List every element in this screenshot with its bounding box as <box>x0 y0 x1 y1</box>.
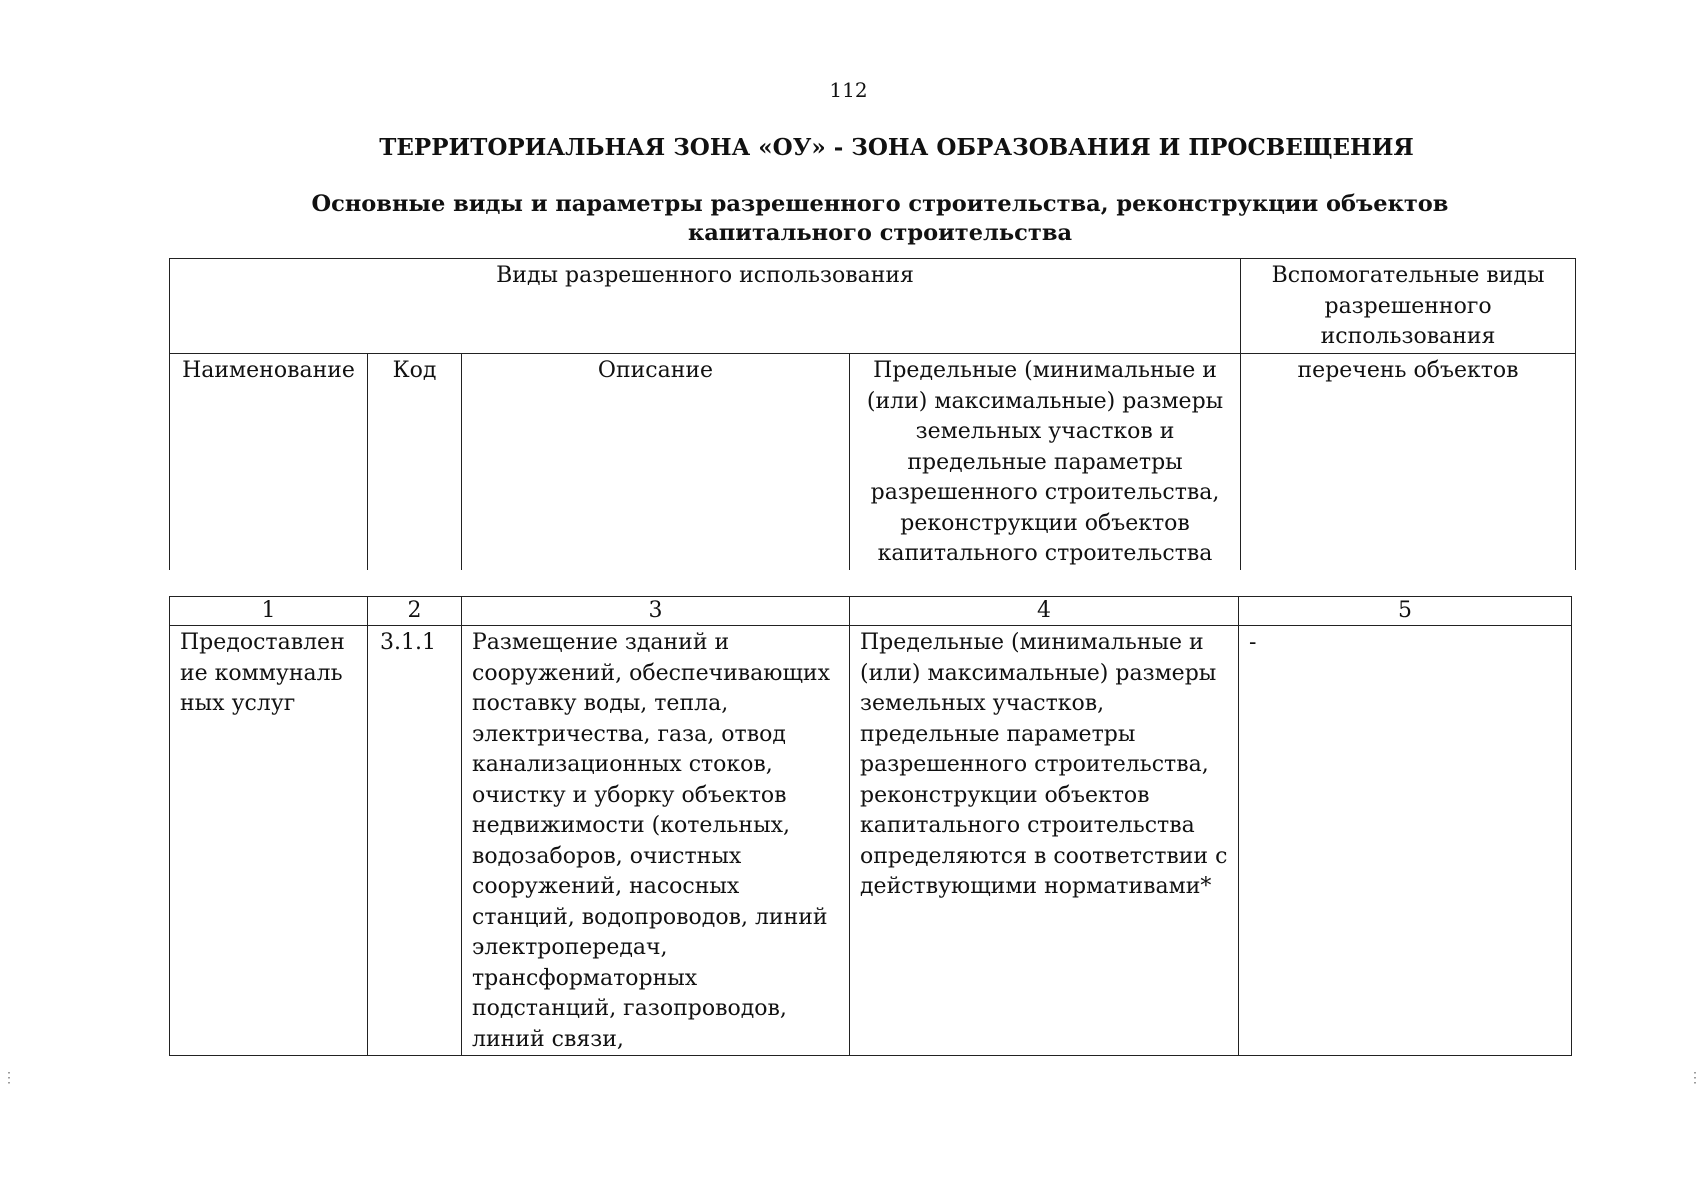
column-number: 2 <box>368 597 462 626</box>
column-number: 5 <box>1239 597 1572 626</box>
column-number: 3 <box>462 597 850 626</box>
cell-aux: - <box>1239 626 1572 1056</box>
zone-title: ТЕРРИТОРИАЛЬНАЯ ЗОНА «ОУ» - ЗОНА ОБРАЗОВАНИЯ И ПРОСВЕЩЕНИЯ <box>379 134 1414 161</box>
column-number: 4 <box>850 597 1239 626</box>
group-header: Виды разрешенного использования <box>170 259 1241 354</box>
cell-code: 3.1.1 <box>368 626 462 1056</box>
cell-name: Предоставление коммунальных услуг <box>170 626 368 1056</box>
cell-description: Размещение зданий и сооружений, обеспечивающих поставку воды, тепла, электричества, газа, отвод канализационных стоков, очистку и уборку объектов недвижимости (котельных, водозаборов, очистных сооружений, насосных станций, водопроводов, линий электропередач, трансформаторных подстанций, газопроводов, линий связи, <box>462 626 850 1056</box>
data-table <box>169 596 1572 1056</box>
column-header-aux-list: перечень объектов <box>1241 354 1576 570</box>
aux-header: Вспомогательные виды разрешенного использования <box>1241 259 1576 354</box>
column-header-name: Наименование <box>170 354 368 570</box>
section-title: Основные виды и параметры разрешенного строительства, реконструкции объектов капитального строительства <box>311 191 1449 246</box>
header-table <box>169 258 1576 570</box>
column-number: 1 <box>170 597 368 626</box>
column-header-code: Код <box>368 354 462 570</box>
column-header-description: Описание <box>462 354 850 570</box>
column-numbers-row <box>170 597 1572 626</box>
page-number: 112 <box>829 78 868 102</box>
table-row <box>170 626 1572 1056</box>
scan-edge-mark: ⋮ <box>1688 1070 1702 1086</box>
cell-limits: Предельные (минимальные и (или) максимальные) размеры земельных участков, предельные параметры разрешенного строительства, реконструкции объектов капитального строительства определяются в соответствии с действующими нормативами* <box>850 626 1239 1056</box>
scan-edge-mark: ⋮ <box>2 1070 16 1086</box>
column-header-limits: Предельные (минимальные и (или) максимальные) размеры земельных участков и предельные параметры разрешенного строительства, реконструкции объектов капитального строительства <box>850 354 1241 570</box>
